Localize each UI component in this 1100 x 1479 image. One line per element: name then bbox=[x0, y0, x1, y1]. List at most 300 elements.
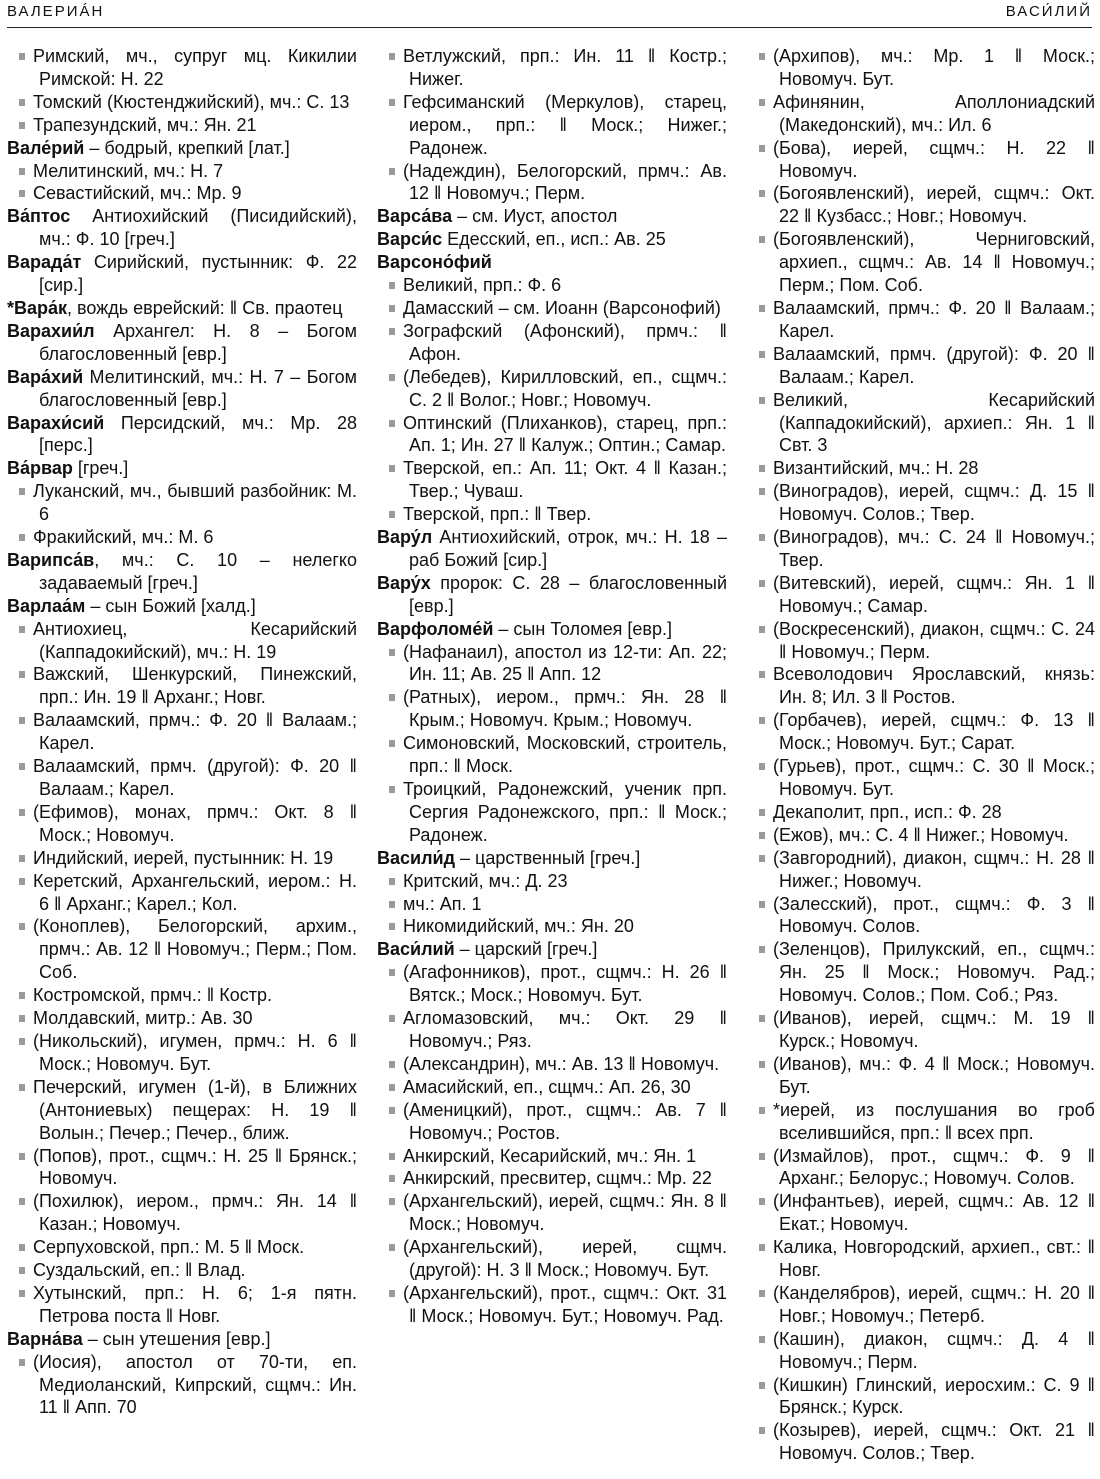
sub-entry bbox=[747, 1099, 1095, 1145]
sub-entry bbox=[7, 45, 357, 91]
bullet-icon bbox=[759, 1427, 765, 1434]
bullet-icon bbox=[389, 694, 395, 701]
sub-entry bbox=[747, 526, 1095, 572]
headword-entry bbox=[7, 412, 357, 458]
sub-entry bbox=[377, 297, 727, 320]
sub-entry bbox=[747, 709, 1095, 755]
bullet-icon bbox=[19, 168, 25, 175]
entry-text: (Попов), прот., сщмч.: Н. 25 ‖ Брянск.; Новомуч. bbox=[33, 1145, 357, 1189]
sub-entry bbox=[377, 870, 727, 893]
bullet-icon bbox=[19, 1015, 25, 1022]
entry-text: (Коноплев), Белогорский, архим., прмч.: Ав. 12 ‖ Новомуч.; Перм.; Пом. Соб. bbox=[33, 916, 357, 983]
entry-text: , мч.: С. 10 – нелегко задаваемый [греч.] bbox=[39, 549, 357, 593]
sub-entry bbox=[747, 1145, 1095, 1191]
headword: Варахи́сий bbox=[7, 412, 105, 433]
headword: Варса́ва bbox=[377, 206, 453, 227]
bullet-icon bbox=[759, 351, 765, 358]
entry-text: Валаамский, прмч.: Ф. 20 ‖ Валаам.; Карел. bbox=[33, 710, 357, 754]
entry-text: Луканский, мч., бывший разбойник: М. 6 bbox=[33, 481, 357, 525]
entry-text: (Зеленцов), Прилукский, еп., сщмч.: Ян. 25 ‖ Моск.; Новомуч. Рад.; Новомуч. Солов.; Пом. Соб.; Ряз. bbox=[773, 939, 1095, 1006]
entry-text: Молдавский, митр.: Ав. 30 bbox=[33, 1008, 253, 1029]
sub-entry bbox=[7, 1282, 357, 1328]
entry-text: *иерей, из послушания во гроб вселившийся, прп.: ‖ всех прп. bbox=[773, 1099, 1095, 1143]
entry-text: (Архангельский), иерей, сщмч.: Ян. 8 ‖ Моск.; Новомуч. bbox=[403, 1191, 727, 1235]
entry-text: Амасийский, еп., сщмч.: Ап. 26, 30 bbox=[403, 1076, 691, 1097]
bullet-icon bbox=[19, 190, 25, 197]
sub-entry bbox=[377, 686, 727, 732]
headword-entry bbox=[377, 847, 727, 870]
column-1 bbox=[7, 45, 357, 1419]
entry-text: Римский, мч., супруг мц. Кикилии Римской: Н. 22 bbox=[33, 46, 357, 89]
sub-entry bbox=[747, 572, 1095, 618]
bullet-icon bbox=[759, 1198, 765, 1205]
sub-entry bbox=[377, 1167, 727, 1190]
bullet-icon bbox=[19, 671, 25, 678]
entry-text: Едесский, еп., исп.: Ав. 25 bbox=[442, 229, 666, 250]
sub-entry bbox=[7, 182, 357, 205]
bullet-icon bbox=[389, 923, 395, 930]
entry-text: Костромской, прмч.: ‖ Костр. bbox=[33, 985, 272, 1006]
sub-entry bbox=[7, 847, 357, 870]
entry-text: Гефсиманский (Меркулов), старец, иером., прп.: ‖ Моск.; Нижег.; Радонеж. bbox=[403, 91, 727, 158]
sub-entry bbox=[7, 1030, 357, 1076]
entry-text: (Иванов), иерей, сщмч.: М. 19 ‖ Курск.; Новомуч. bbox=[773, 1008, 1095, 1051]
bullet-icon bbox=[759, 99, 765, 106]
bullet-icon bbox=[759, 809, 765, 816]
sub-entry bbox=[747, 938, 1095, 1007]
entry-text: – сын Толомея [евр.] bbox=[493, 618, 672, 639]
sub-entry bbox=[7, 1236, 357, 1259]
column-2 bbox=[377, 45, 727, 1328]
bullet-icon bbox=[389, 1290, 395, 1297]
sub-entry bbox=[747, 297, 1095, 343]
bullet-icon bbox=[389, 901, 395, 908]
headword: Вара́хий bbox=[7, 366, 84, 387]
bullet-icon bbox=[19, 488, 25, 495]
sub-entry bbox=[377, 1282, 727, 1328]
sub-entry bbox=[377, 45, 727, 91]
sub-entry bbox=[7, 1259, 357, 1282]
entry-text: – царский [греч.] bbox=[454, 939, 598, 960]
sub-entry bbox=[377, 1007, 727, 1053]
sub-entry bbox=[377, 274, 727, 297]
sub-entry bbox=[7, 870, 357, 916]
entry-text: Трапезундский, мч.: Ян. 21 bbox=[33, 114, 257, 135]
running-head-right: ВАСИ́ЛИЙ bbox=[1005, 3, 1092, 20]
entry-text: Валаамский, прмч. (другой): Ф. 20 ‖ Валаам.; Карел. bbox=[33, 756, 357, 799]
bullet-icon bbox=[759, 1107, 765, 1114]
entry-text: Антиохийский (Писидийский), мч.: Ф. 10 [греч.] bbox=[39, 206, 357, 250]
sub-entry bbox=[747, 182, 1095, 228]
entry-text: (Козырев), иерей, сщмч.: Окт. 21 ‖ Новомуч. Солов.; Твер. bbox=[773, 1420, 1095, 1464]
entry-text: Тверской, прп.: ‖ Твер. bbox=[403, 504, 592, 525]
bullet-icon bbox=[759, 580, 765, 587]
sub-entry bbox=[7, 1007, 357, 1030]
entry-text: (Бова), иерей, сщмч.: Н. 22 ‖ Новомуч. bbox=[773, 137, 1095, 181]
entry-text: Хутынский, прп.: Н. 6; 1-я пятн. Петрова поста ‖ Новг. bbox=[33, 1282, 357, 1326]
bullet-icon bbox=[389, 374, 395, 381]
entry-text: – бодрый, крепкий [лат.] bbox=[84, 137, 290, 158]
headword-entry bbox=[377, 251, 727, 274]
entry-text: Никомидийский, мч.: Ян. 20 bbox=[403, 916, 634, 937]
entry-text: (Кишкин) Глинский, иеросхим.: С. 9 ‖ Брянск.; Курск. bbox=[773, 1374, 1095, 1418]
sub-entry bbox=[377, 641, 727, 687]
bullet-icon bbox=[759, 763, 765, 770]
entry-text: Керетский, Архангельский, иером.: Н. 6 ‖ Арханг.; Карел.; Кол. bbox=[33, 870, 357, 914]
bullet-icon bbox=[19, 1153, 25, 1160]
headword-entry bbox=[7, 457, 357, 480]
entry-text: , вождь еврейский: ‖ Св. праотец bbox=[67, 297, 343, 318]
entry-text: Византийский, мч.: Н. 28 bbox=[773, 458, 979, 479]
sub-entry bbox=[377, 160, 727, 206]
entry-text: – царственный [греч.] bbox=[455, 847, 641, 868]
sub-entry bbox=[7, 915, 357, 984]
sub-entry bbox=[747, 1374, 1095, 1420]
entry-text: Валаамский, прмч.: Ф. 20 ‖ Валаам.; Карел. bbox=[773, 297, 1095, 341]
bullet-icon bbox=[759, 145, 765, 152]
bullet-icon bbox=[759, 855, 765, 862]
bullet-icon bbox=[19, 1359, 25, 1366]
entry-text: (Архипов), мч.: Мр. 1 ‖ Моск.; Новомуч. Бут. bbox=[773, 46, 1095, 89]
entry-text: (Архангельский), иерей, сщмч. (другой): Н. 3 ‖ Моск.; Новомуч. Бут. bbox=[403, 1237, 727, 1281]
sub-entry bbox=[377, 961, 727, 1007]
bullet-icon bbox=[19, 99, 25, 106]
headword: Варна́ва bbox=[7, 1328, 83, 1349]
running-header bbox=[7, 0, 1092, 28]
entry-text: (Агафонников), прот., сщмч.: Н. 26 ‖ Вятск.; Моск.; Новомуч. Бут. bbox=[403, 962, 727, 1006]
entry-text: (Виноградов), мч.: С. 24 ‖ Новомуч.; Твер. bbox=[773, 527, 1095, 570]
entry-text: Антиохийский, отрок, мч.: Н. 18 – раб Божий [сир.] bbox=[409, 527, 727, 570]
bullet-icon bbox=[19, 878, 25, 885]
sub-entry bbox=[747, 618, 1095, 664]
entry-text: Архангел: Н. 8 – Богом благословенный [евр.] bbox=[39, 320, 357, 364]
bullet-icon bbox=[389, 511, 395, 518]
entry-text: (Похилюк), иером., прмч.: Ян. 14 ‖ Казан.; Новомуч. bbox=[33, 1191, 357, 1235]
sub-entry bbox=[747, 1419, 1095, 1465]
column-3 bbox=[747, 45, 1095, 1465]
bullet-icon bbox=[389, 1107, 395, 1114]
sub-entry bbox=[7, 801, 357, 847]
sub-entry bbox=[377, 1053, 727, 1076]
entry-text: (Ефимов), монах, прмч.: Окт. 8 ‖ Моск.; Новомуч. bbox=[33, 801, 357, 845]
entry-text: мч.: Ап. 1 bbox=[403, 893, 482, 914]
entry-text: Калика, Новгородский, архиеп., свт.: ‖ Новг. bbox=[773, 1237, 1095, 1281]
entry-text: – см. Иуст, апостол bbox=[452, 206, 618, 227]
entry-text: (Богоявленский), иерей, сщмч.: Окт. 22 ‖ Кузбасс.; Новг.; Новомуч. bbox=[773, 183, 1095, 227]
dictionary-columns bbox=[7, 45, 1094, 1475]
sub-entry bbox=[747, 847, 1095, 893]
entry-text: Мелитинский, мч.: Н. 7 bbox=[33, 160, 224, 181]
sub-entry bbox=[377, 366, 727, 412]
entry-text: Критский, мч.: Д. 23 bbox=[403, 870, 568, 891]
bullet-icon bbox=[19, 1038, 25, 1045]
bullet-icon bbox=[19, 809, 25, 816]
headword-entry bbox=[7, 251, 357, 297]
sub-entry bbox=[377, 1236, 727, 1282]
headword-entry bbox=[7, 1328, 357, 1351]
bullet-icon bbox=[19, 855, 25, 862]
headword-entry bbox=[7, 205, 357, 251]
bullet-icon bbox=[19, 1198, 25, 1205]
headword-entry bbox=[7, 549, 357, 595]
headword: Варсоно́фий bbox=[377, 252, 492, 273]
sub-entry bbox=[377, 778, 727, 847]
entry-text: (Надеждин), Белогорский, прмч.: Ав. 12 ‖ Новомуч.; Перм. bbox=[403, 160, 727, 204]
bullet-icon bbox=[389, 168, 395, 175]
entry-text: Печерский, игумен (1-й), в Ближних (Антониевых) пещерах: Н. 19 ‖ Волын.; Печер.; Печер., ближ. bbox=[33, 1076, 357, 1143]
sub-entry bbox=[7, 984, 357, 1007]
bullet-icon bbox=[759, 1244, 765, 1251]
entry-text: Севастийский, мч.: Мр. 9 bbox=[33, 183, 242, 204]
sub-entry bbox=[377, 503, 727, 526]
bullet-icon bbox=[19, 1267, 25, 1274]
entry-text: Томский (Кюстенджийский), мч.: С. 13 bbox=[33, 91, 350, 112]
sub-entry bbox=[7, 1190, 357, 1236]
bullet-icon bbox=[389, 1244, 395, 1251]
bullet-icon bbox=[389, 420, 395, 427]
sub-entry bbox=[7, 618, 357, 664]
bullet-icon bbox=[759, 305, 765, 312]
headword-entry bbox=[377, 572, 727, 618]
bullet-icon bbox=[389, 740, 395, 747]
sub-entry bbox=[747, 1236, 1095, 1282]
entry-text: (Залесский), прот., сщмч.: Ф. 3 ‖ Новомуч. Солов. bbox=[773, 893, 1095, 937]
sub-entry bbox=[747, 801, 1095, 824]
headword-entry bbox=[7, 137, 357, 160]
bullet-icon bbox=[389, 1084, 395, 1091]
sub-entry bbox=[377, 732, 727, 778]
sub-entry bbox=[377, 412, 727, 458]
sub-entry bbox=[747, 343, 1095, 389]
bullet-icon bbox=[759, 901, 765, 908]
headword: Варахии́л bbox=[7, 320, 95, 341]
sub-entry bbox=[747, 45, 1095, 91]
bullet-icon bbox=[759, 1061, 765, 1068]
sub-entry bbox=[7, 1145, 357, 1191]
sub-entry bbox=[747, 457, 1095, 480]
entry-text: Декаполит, прп., исп.: Ф. 28 bbox=[773, 801, 1002, 822]
bullet-icon bbox=[759, 534, 765, 541]
entry-text: Оптинский (Плиханков), старец, прп.: Ап. 1; Ин. 27 ‖ Калуж.; Оптин.; Самар. bbox=[403, 412, 727, 456]
sub-entry bbox=[377, 320, 727, 366]
entry-text: (Иванов), мч.: Ф. 4 ‖ Моск.; Новомуч. Бут. bbox=[773, 1053, 1095, 1097]
bullet-icon bbox=[759, 1382, 765, 1389]
headword-entry bbox=[377, 205, 727, 228]
headword: Вару́л bbox=[377, 527, 433, 548]
sub-entry bbox=[7, 160, 357, 183]
sub-entry bbox=[7, 91, 357, 114]
bullet-icon bbox=[19, 763, 25, 770]
bullet-icon bbox=[389, 878, 395, 885]
entry-text: Анкирский, Кесарийский, мч.: Ян. 1 bbox=[403, 1145, 697, 1166]
bullet-icon bbox=[19, 1290, 25, 1297]
entry-text: Дамасский – см. Иоанн (Варсонофий) bbox=[403, 297, 721, 318]
bullet-icon bbox=[389, 1198, 395, 1205]
entry-text: (Инфантьев), иерей, сщмч.: Ав. 12 ‖ Екат.; Новомуч. bbox=[773, 1191, 1095, 1235]
bullet-icon bbox=[759, 53, 765, 60]
headword: Варфоломе́й bbox=[377, 618, 494, 639]
entry-text: (Ежов), мч.: С. 4 ‖ Нижег.; Новомуч. bbox=[773, 824, 1069, 845]
bullet-icon bbox=[759, 1336, 765, 1343]
entry-text: Фракийский, мч.: М. 6 bbox=[33, 527, 214, 548]
entry-text: Афинянин, Аполлониадский (Македонский), мч.: Ил. 6 bbox=[773, 91, 1095, 135]
bullet-icon bbox=[19, 626, 25, 633]
entry-text: (Ратных), иером., прмч.: Ян. 28 ‖ Крым.; Новомуч. Крым.; Новомуч. bbox=[403, 687, 727, 731]
bullet-icon bbox=[19, 1244, 25, 1251]
entry-text: (Виноградов), иерей, сщмч.: Д. 15 ‖ Новомуч. Солов.; Твер. bbox=[773, 481, 1095, 525]
headword: Варипса́в bbox=[7, 549, 95, 570]
entry-text: Серпуховской, прп.: М. 5 ‖ Моск. bbox=[33, 1237, 305, 1258]
sub-entry bbox=[747, 755, 1095, 801]
entry-text: Анкирский, пресвитер, сщмч.: Мр. 22 bbox=[403, 1168, 712, 1189]
sub-entry bbox=[7, 755, 357, 801]
bullet-icon bbox=[19, 122, 25, 129]
bullet-icon bbox=[389, 282, 395, 289]
entry-text: (Горбачев), иерей, сщмч.: Ф. 13 ‖ Моск.; Новомуч. Бут.; Сарат. bbox=[773, 710, 1095, 754]
entry-text: (Воскресенский), диакон, сщмч.: С. 24 ‖ Новомуч.; Перм. bbox=[773, 618, 1095, 662]
sub-entry bbox=[7, 1076, 357, 1145]
entry-text: Великий, прп.: Ф. 6 bbox=[403, 275, 562, 296]
bullet-icon bbox=[759, 717, 765, 724]
entry-text: (Гурьев), прот., сщмч.: С. 30 ‖ Моск.; Новомуч. Бут. bbox=[773, 756, 1095, 799]
bullet-icon bbox=[389, 649, 395, 656]
sub-entry bbox=[747, 91, 1095, 137]
sub-entry bbox=[377, 1076, 727, 1099]
bullet-icon bbox=[759, 1290, 765, 1297]
bullet-icon bbox=[759, 397, 765, 404]
entry-text: Важский, Шенкурский, Пинежский, прп.: Ин. 19 ‖ Арханг.; Новг. bbox=[33, 664, 357, 708]
sub-entry bbox=[747, 1282, 1095, 1328]
bullet-icon bbox=[19, 923, 25, 930]
bullet-icon bbox=[759, 946, 765, 953]
entry-text: (Иосия), апостол от 70-ти, еп. Медиоланский, Кипрский, сщмч.: Ин. 11 ‖ Апп. 70 bbox=[33, 1351, 357, 1418]
sub-entry bbox=[377, 1099, 727, 1145]
sub-entry bbox=[747, 228, 1095, 297]
entry-text: Антиохиец, Кесарийский (Каппадокийский), мч.: Н. 19 bbox=[33, 618, 357, 662]
bullet-icon bbox=[19, 534, 25, 541]
entry-text: (Александрин), мч.: Ав. 13 ‖ Новомуч. bbox=[403, 1053, 720, 1074]
headword-entry bbox=[7, 297, 357, 320]
sub-entry bbox=[747, 1190, 1095, 1236]
headword-entry bbox=[377, 618, 727, 641]
headword: Васили́д bbox=[377, 847, 456, 868]
headword-entry bbox=[7, 366, 357, 412]
sub-entry bbox=[747, 137, 1095, 183]
bullet-icon bbox=[389, 305, 395, 312]
bullet-icon bbox=[759, 236, 765, 243]
headword: Ва́рвар bbox=[7, 458, 73, 479]
entry-text: Суздальский, еп.: ‖ Влад. bbox=[33, 1260, 246, 1281]
entry-text: (Завгородний), диакон, сщмч.: Н. 28 ‖ Нижег.; Новомуч. bbox=[773, 847, 1095, 891]
bullet-icon bbox=[389, 786, 395, 793]
entry-text: (Никольский), игумен, прмч.: Н. 6 ‖ Моск.; Новомуч. Бут. bbox=[33, 1030, 357, 1074]
sub-entry bbox=[747, 1328, 1095, 1374]
headword: Варада́т bbox=[7, 252, 82, 273]
bullet-icon bbox=[389, 1061, 395, 1068]
sub-entry bbox=[747, 1007, 1095, 1053]
sub-entry bbox=[747, 893, 1095, 939]
sub-entry bbox=[7, 114, 357, 137]
bullet-icon bbox=[759, 671, 765, 678]
entry-text: (Кашин), диакон, сщмч.: Д. 4 ‖ Новомуч.; Перм. bbox=[773, 1328, 1095, 1372]
headword: Варлаа́м bbox=[7, 595, 86, 616]
entry-text: Мелитинский, мч.: Н. 7 – Богом благословенный [евр.] bbox=[39, 366, 357, 410]
sub-entry bbox=[377, 1190, 727, 1236]
entry-text: (Нафанаил), апостол из 12-ти: Ап. 22; Ин. 11; Ав. 25 ‖ Апп. 12 bbox=[403, 641, 727, 685]
sub-entry bbox=[7, 480, 357, 526]
entry-text: Персидский, мч.: Мр. 28 [перс.] bbox=[39, 412, 357, 456]
sub-entry bbox=[747, 663, 1095, 709]
sub-entry bbox=[377, 915, 727, 938]
headword: Варси́с bbox=[377, 229, 443, 250]
sub-entry bbox=[747, 389, 1095, 458]
headword: Ва́птос bbox=[7, 206, 71, 227]
headword: Васи́лий bbox=[377, 939, 455, 960]
sub-entry bbox=[7, 526, 357, 549]
entry-text: (Витевский), иерей, сщмч.: Ян. 1 ‖ Новомуч.; Самар. bbox=[773, 572, 1095, 616]
sub-entry bbox=[377, 893, 727, 916]
entry-text: (Измайлов), прот., сщмч.: Ф. 9 ‖ Арханг.; Белорус.; Новомуч. Солов. bbox=[773, 1145, 1095, 1189]
sub-entry bbox=[747, 824, 1095, 847]
entry-text: Валаамский, прмч. (другой): Ф. 20 ‖ Валаам.; Карел. bbox=[773, 343, 1095, 387]
entry-text: – сын утешения [евр.] bbox=[82, 1328, 271, 1349]
headword-entry bbox=[377, 526, 727, 572]
entry-text: Троицкий, Радонежский, ученик прп. Сергия Радонежского, прп.: ‖ Моск.; Радонеж. bbox=[403, 779, 727, 845]
entry-text: – сын Божий [халд.] bbox=[85, 595, 256, 616]
entry-text: (Лебедев), Кирилловский, еп., сщмч.: С. 2 ‖ Волог.; Новг.; Новомуч. bbox=[403, 366, 727, 410]
headword-entry bbox=[377, 228, 727, 251]
bullet-icon bbox=[389, 1015, 395, 1022]
headword: Вале́рий bbox=[7, 137, 85, 158]
entry-text: (Аменицкий), прот., сщмч.: Ав. 7 ‖ Новомуч.; Ростов. bbox=[403, 1099, 727, 1143]
entry-text: Сирийский, пустынник: Ф. 22 [сир.] bbox=[39, 252, 357, 296]
bullet-icon bbox=[389, 53, 395, 60]
bullet-icon bbox=[19, 53, 25, 60]
sub-entry bbox=[377, 91, 727, 160]
bullet-icon bbox=[19, 717, 25, 724]
bullet-icon bbox=[759, 465, 765, 472]
bullet-icon bbox=[389, 328, 395, 335]
headword-entry bbox=[7, 595, 357, 618]
bullet-icon bbox=[759, 190, 765, 197]
sub-entry bbox=[377, 1145, 727, 1168]
bullet-icon bbox=[19, 992, 25, 999]
entry-text: (Канделябров), иерей, сщмч.: Н. 20 ‖ Новг.; Новомуч.; Петерб. bbox=[773, 1282, 1095, 1326]
entry-text: Зографский (Афонский), прмч.: ‖ Афон. bbox=[403, 320, 727, 364]
bullet-icon bbox=[389, 1175, 395, 1182]
bullet-icon bbox=[759, 832, 765, 839]
sub-entry bbox=[7, 709, 357, 755]
bullet-icon bbox=[759, 626, 765, 633]
running-head-left: ВАЛЕРИÁН bbox=[7, 3, 105, 20]
sub-entry bbox=[747, 1053, 1095, 1099]
entry-text: (Архангельский), прот., сщмч.: Окт. 31 ‖ Моск.; Новомуч. Бут.; Новомуч. Рад. bbox=[403, 1282, 727, 1326]
entry-text: [греч.] bbox=[72, 458, 129, 479]
entry-text: Ветлужский, прп.: Ин. 11 ‖ Костр.; Нижег. bbox=[403, 46, 727, 89]
headword-entry bbox=[7, 320, 357, 366]
entry-text: Тверской, еп.: Ап. 11; Окт. 4 ‖ Казан.; Твер.; Чуваш. bbox=[403, 458, 727, 502]
sub-entry bbox=[7, 1351, 357, 1420]
bullet-icon bbox=[389, 465, 395, 472]
headword: Вару́х bbox=[377, 572, 431, 593]
bullet-icon bbox=[389, 99, 395, 106]
bullet-icon bbox=[759, 1015, 765, 1022]
bullet-icon bbox=[759, 488, 765, 495]
headword: *Вара́к bbox=[7, 297, 68, 318]
sub-entry bbox=[377, 457, 727, 503]
entry-text: пророк: С. 28 – благословенный [евр.] bbox=[409, 572, 727, 616]
entry-text: Индийский, иерей, пустынник: Н. 19 bbox=[33, 847, 334, 868]
